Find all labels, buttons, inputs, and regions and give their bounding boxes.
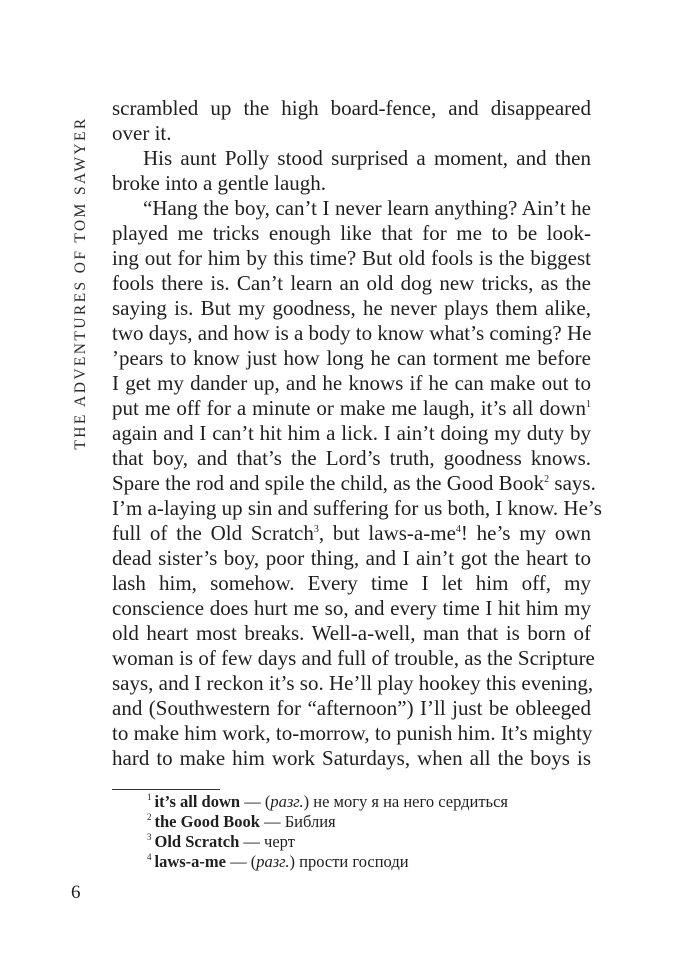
- text-line: dead sister’s boy, poor thing, and I ain’t got the heart to: [112, 546, 591, 570]
- text-line: over it.: [112, 121, 172, 145]
- text-line: old heart most breaks. Well-a-well, man that is born of: [112, 621, 591, 645]
- text-line: conscience does hurt me so, and every time I hit him my: [112, 596, 591, 620]
- footnote-dash: —: [239, 832, 265, 851]
- footnote-dash: — (: [240, 792, 271, 811]
- text-line: hard to make him work Saturdays, when all the boys is: [112, 746, 591, 770]
- footnote-mark: 2: [544, 474, 550, 485]
- text-line: and (Southwestern for “afternoon”) I’ll just be obleeged: [112, 696, 591, 720]
- footnote-text: прости господи: [295, 852, 409, 871]
- text-line: says, and I reckon it’s so. He’ll play hookey this evening,: [112, 671, 594, 695]
- footnote-dash: —: [259, 812, 285, 831]
- footnote-number: 2: [147, 812, 152, 822]
- text-line: I’m a-laying up sin and suffering for us both, I know. He’s: [112, 496, 602, 520]
- footnote: [147, 852, 508, 872]
- footnote-text: Библия: [284, 812, 336, 831]
- text-line: scrambled up the high board-fence, and disappeared: [112, 96, 591, 120]
- text-line: again and I can’t hit him a lick. I ain’t doing my duty by: [112, 421, 591, 445]
- footnote-term: it’s all down: [154, 792, 241, 811]
- running-title: [66, 96, 96, 469]
- footnote-term: the Good Book: [154, 812, 260, 831]
- text-line: [112, 471, 596, 496]
- text-line: saying is. But my goodness, he never plays them alike,: [112, 296, 591, 320]
- footnote-close: ): [289, 852, 296, 871]
- footnote-divider: [112, 789, 220, 790]
- footnotes: [147, 792, 508, 872]
- footnote: [147, 812, 508, 832]
- footnote-mark: 3: [313, 524, 319, 535]
- footnote-number: 4: [147, 852, 152, 862]
- footnote-number: 1: [147, 792, 152, 802]
- footnote-term: Old Scratch: [154, 832, 240, 851]
- text-line: played me tricks enough like that for me to be look-: [112, 221, 591, 245]
- text-segment: Spare the rod and spile the child, as the Good Book: [112, 471, 545, 495]
- text-line: woman is of few days and full of trouble, as the Scripture: [112, 646, 595, 670]
- text-line: “Hang the boy, can’t I never learn anything? Ain’t he: [143, 196, 591, 220]
- text-segment: says.: [549, 471, 596, 495]
- text-line: [112, 396, 591, 421]
- footnote: [147, 832, 508, 852]
- body-text: [112, 96, 602, 771]
- text-segment: ! he’s my own: [460, 521, 591, 545]
- text-line: to make him work, to-morrow, to punish him. It’s mighty: [112, 721, 593, 745]
- footnote-text: не могу я на него сердиться: [309, 792, 508, 811]
- text-segment: put me off for a minute or make me laugh, it’s all down: [112, 396, 586, 420]
- page-number: 6: [71, 882, 81, 903]
- text-line: I get my dander up, and he knows if he can make out to: [112, 371, 591, 395]
- footnote-term: laws-a-me: [154, 852, 226, 871]
- text-line: lash him, somehow. Every time I let him off, my: [112, 571, 591, 595]
- text-line: two days, and how is a body to know what’s coming? He: [112, 321, 592, 345]
- footnote-close: ): [303, 792, 310, 811]
- footnote-number: 3: [147, 832, 152, 842]
- footnote-note: разг.: [270, 792, 304, 811]
- text-line: broke into a gentle laugh.: [112, 171, 327, 195]
- running-title-text: THE ADVENTURES OF TOM SAWYER: [72, 115, 89, 450]
- text-segment: full of the Old Scratch: [112, 521, 314, 545]
- footnote-text: черт: [264, 832, 295, 851]
- footnote: [147, 792, 508, 812]
- text-line: His aunt Polly stood surprised a moment, and then: [143, 146, 591, 170]
- text-line: that boy, and that’s the Lord’s truth, goodness knows.: [112, 446, 591, 470]
- text-line: [112, 521, 591, 546]
- footnote-mark: 4: [455, 524, 461, 535]
- footnote-mark: 1: [586, 399, 591, 410]
- text-line: ’pears to know just how long he can torment me before: [112, 346, 591, 370]
- footnote-note: разг.: [256, 852, 290, 871]
- text-line: fools there is. Can’t learn an old dog new tricks, as the: [112, 271, 591, 295]
- text-segment: , but laws-a-me: [318, 521, 456, 545]
- text-line: ing out for him by this time? But old fools is the biggest: [112, 246, 591, 270]
- footnote-dash: — (: [225, 852, 257, 871]
